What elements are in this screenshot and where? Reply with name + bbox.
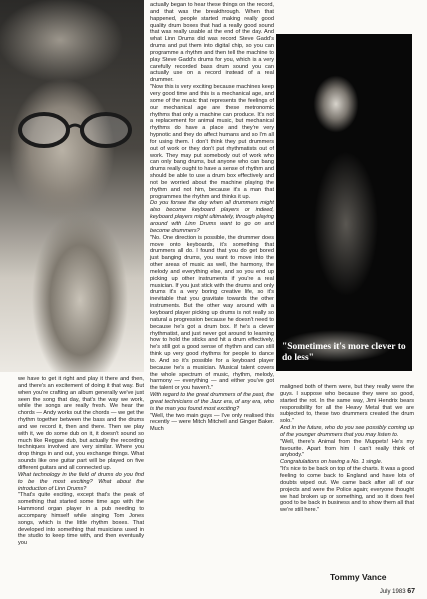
sunglasses-icon — [16, 110, 134, 150]
paragraph: we have to get it right and play it there and then, and there's an excitement of doing it that way. But when you're crafting an album generally we've just seen the song that day, that's the way we work, while the songs are really fresh. We hear the chords — Andy works out the chords — we get the rhythm together between the bass and the drums and we record it, then and there. Then we play with it, we do some dub on it, it doesn't sound so much like Reggae dub, but actually the recording techniques involved are very similar. Where you drop things in and out, you exchange things. What sounds like one guitar part will be played on five different guitars and all connected up. — [18, 376, 144, 471]
portrait-photo-sunglasses — [0, 0, 144, 372]
paragraph: "Well, the two main guys — I've only realised this recently — were Mitch Mitchell and Ginger Baker. Much — [150, 412, 274, 433]
pull-quote: "Sometimes it's more clever to do less" — [282, 342, 406, 363]
interview-question: What technology in the field of drums do you find to be the most exciting? What about the introduction of Linn Drums? — [18, 471, 144, 492]
author-byline: Tommy Vance — [330, 572, 387, 582]
page-footer — [380, 588, 415, 595]
paragraph: "No. One direction is possible, the drummer does move onto keyboards, it's something that drummers all do. I found that you do get bored just banging drums, you want to move into the other areas of music as well, the harmony, the melody and everything else, and so you end up picking up other instruments if you're a real musician. If you just stick with the drums and only drums it's a very boring creative life, so it's inevitable that you gravitate towards the other instruments. But the other way around with a keyboard player picking up drums is not really so natural a progression because he doesn't need to because he's got a drum box. If he's a clever rhythmatist, and just never got around to learning how to hold the sticks and hit a drum effectively, he's still got a good sense of rhythm and can still think up very good rhythms for people to dance to. And so it's possible for a keyboard player because he's a musician. Musical talent covers the whole spectrum of music, rhythm, melody, harmony — everything — and either you've got the talent or you haven't." — [150, 234, 274, 392]
paragraph: maligned both of them were, but they really were the guys. I suppose who because they were so good, started the rot. In the same way, Jimi Hendrix bears responsibility for all the Heavy Metal that we are subjected to, these two drummers created the drum solo." — [280, 384, 414, 425]
interview-question: Do you forsee the day when all drummers might also become keyboard players or indeed, keyboard players might ultimately, through playing around with Linn Drums want to go on and become drummers? — [150, 200, 274, 234]
text-column-2 — [150, 2, 274, 433]
paragraph: "Well, there's Animal from the Muppets! He's my favourite. Apart from him I can't really think of anybody." — [280, 438, 414, 459]
paragraph: "It's nice to be back on top of the charts. It was a good feeling to come back to England and have lots of doubts wiped out. We came back after all of our projects and were the Police again; everyone thought we had broken up or something, and so it does feel good to be back in business and to show them all that we're still here." — [280, 466, 414, 514]
text-column-3 — [280, 384, 414, 514]
interview-question: And in the future, who do you see possibly coming up of the younger drummers that you may listen to. — [280, 425, 414, 438]
paragraph: actually began to hear these things on the record, and that was the breakthrough. When that happened, people started making really good quality drum boxes that had a really good sound that was really usable at the end of the day. And what Linn Drums did was record Steve Gadd's drums and put them into digital chip, so you can programme a rhythm and then tell the machine to play Steve Gadd's drums for you, which is a very carefully recorded bass drum sound you can actually use on a record instead of a real drummer. — [150, 2, 274, 84]
issue-date: July 1983 — [379, 589, 406, 595]
page-number: 67 — [407, 588, 415, 595]
text-column-1 — [18, 376, 144, 547]
paragraph: "That's quite exciting, except that's the peak of something that started some time ago with the Hammond organ player in a pub needing to accompany himself while singing Tom Jones songs, which is the little rhythm boxes. That developed into something that musicians used in the studio to keep time with, and then eventually you — [18, 492, 144, 547]
paragraph: "Now this is very exciting because machines keep very good time and this is a mechanical age, and some of the music that represents the feelings of our mechanical age are these metronomic rhythms that only a machine can produce. It's not a replacement for animal music, but mechanical rhythms do have a place and they're very hypnotic and they do affect humans and so I'm all for using them. I don't think they put drummers out of work or they don't put rhythmatists out of work. They may put somebody out of work who can only bang drums, but anyone who can bang drums really ought to have a sense of rhythm and should be able to use a drum box effectively and not be worried about the machine playing the rhythm and not him, because it's a man that programmes the rhythm and thinks it up. — [150, 84, 274, 200]
interview-question: Congratulations on having a No. 1 single. — [280, 459, 383, 466]
drummer-photo — [276, 34, 412, 371]
interview-question: With regard to the great drummers of the past, the great technicians of the Jazz era, of any era, who is the man you found most exciting? — [150, 392, 275, 412]
